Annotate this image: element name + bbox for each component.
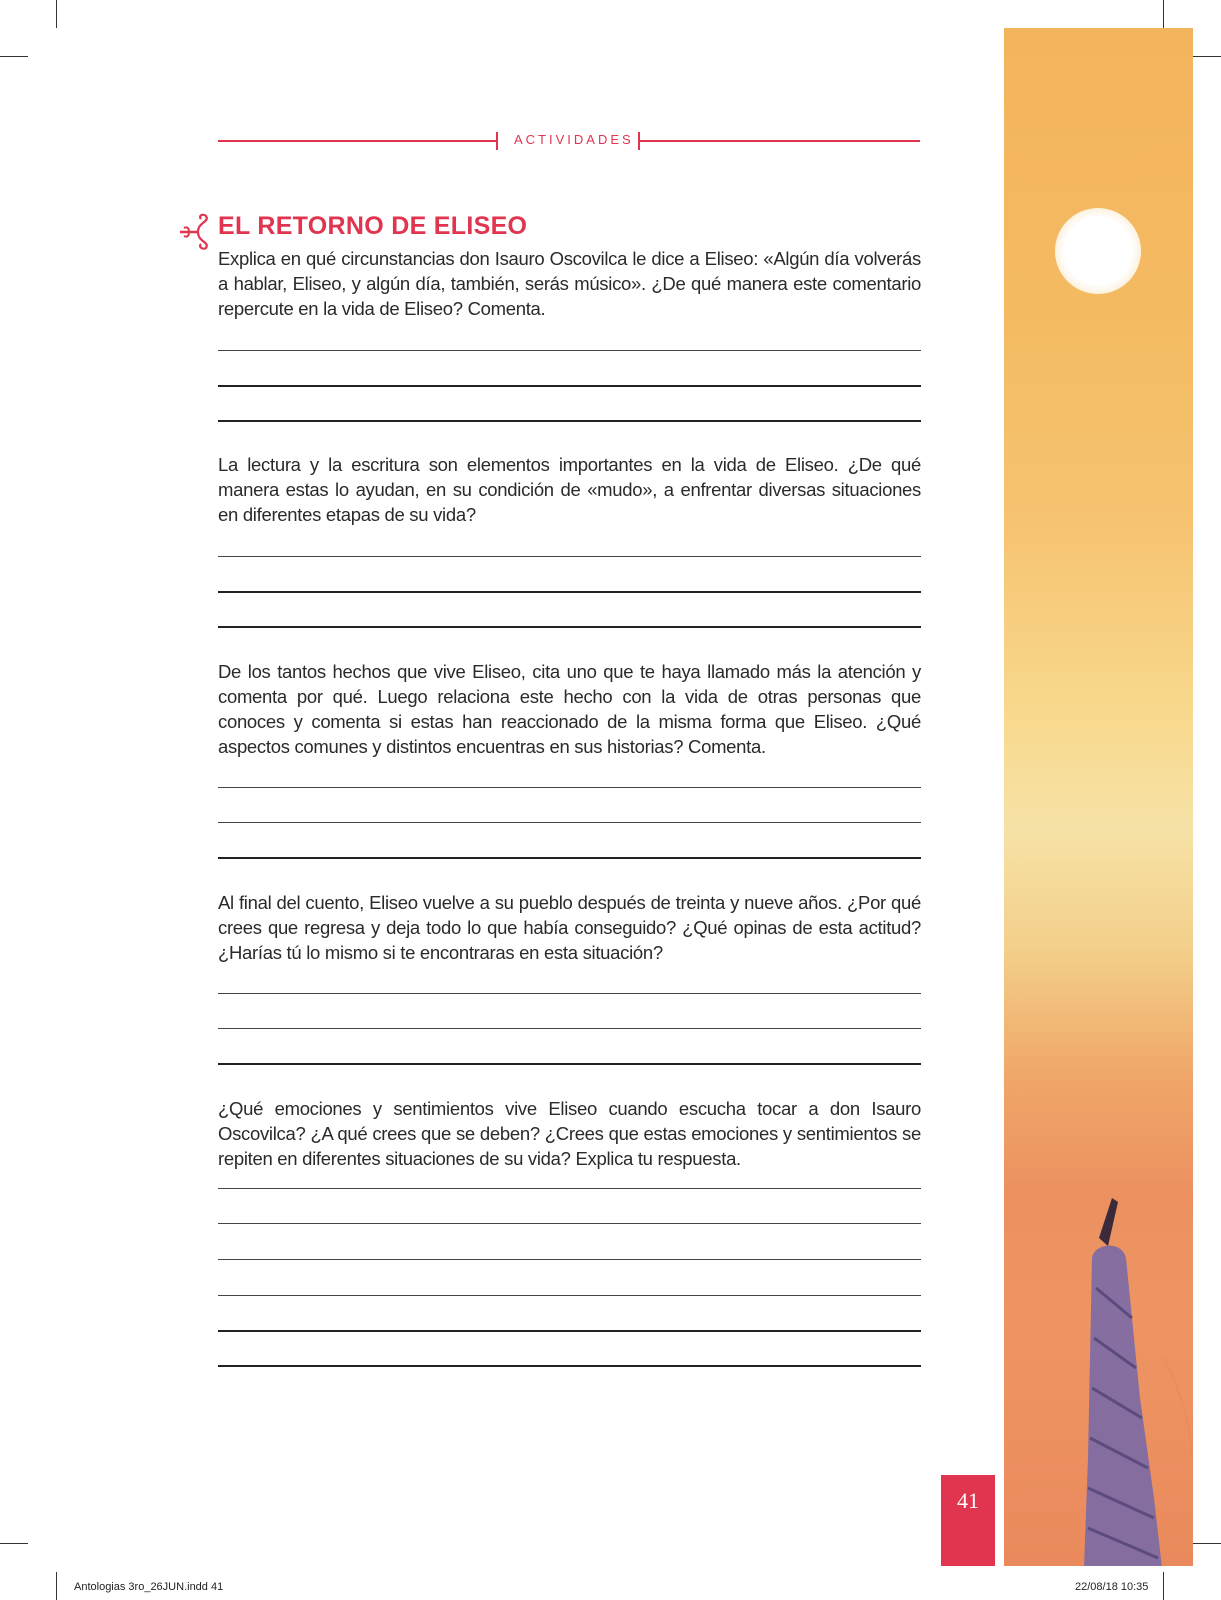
answer-line[interactable] bbox=[218, 1028, 921, 1029]
question-2: La lectura y la escritura son elementos importantes en la vida de Eliseo. ¿De qué manera estas lo ayudan, en su condición de «mudo», a enfrentar diversas situaciones en diferentes etapas de su vida? bbox=[218, 454, 921, 525]
crop-mark bbox=[56, 1572, 57, 1600]
question-1: Explica en qué circunstancias don Isauro Oscovilca le dice a Eliseo: «Algún día volverás a hablar, Eliseo, y algún día, también, serás músico». ¿De qué manera este comentario repercute en la vida de Eliseo? Comenta. bbox=[218, 248, 921, 319]
footer-file-info: Antologias 3ro_26JUN.indd 41 bbox=[74, 1581, 224, 1593]
header-rule-left bbox=[218, 140, 496, 142]
answer-line[interactable] bbox=[218, 591, 921, 593]
answer-line[interactable] bbox=[218, 556, 921, 557]
sun-illustration bbox=[1055, 208, 1141, 294]
answer-line[interactable] bbox=[218, 1365, 921, 1367]
crop-mark bbox=[56, 0, 57, 28]
question-3: De los tantos hechos que vive Eliseo, cita uno que te haya llamado más la atención y comenta por qué. Luego relaciona este hecho con la vida de otras personas que conoces y comenta si estas han reaccionado de la misma forma que Eliseo. ¿Qué aspectos comunes y distintos encuentras en sus historias? Comenta. bbox=[218, 661, 921, 757]
answer-line[interactable] bbox=[218, 857, 921, 859]
answer-line[interactable] bbox=[218, 420, 921, 422]
answer-line[interactable] bbox=[218, 787, 921, 788]
answer-line[interactable] bbox=[218, 350, 921, 351]
question-4: Al final del cuento, Eliseo vuelve a su pueblo después de treinta y nueve años. ¿Por qué crees que regresa y deja todo lo que había conseguido? ¿Qué opinas de esta actitud? ¿Harías tú lo mismo si te encontraras en esta situación? bbox=[218, 892, 921, 963]
crop-mark bbox=[1163, 1572, 1164, 1600]
page-number: 41 bbox=[957, 1488, 979, 1513]
crop-mark bbox=[1193, 56, 1221, 57]
answer-line[interactable] bbox=[218, 1188, 921, 1189]
answer-line[interactable] bbox=[218, 822, 921, 823]
answer-line[interactable] bbox=[218, 1259, 921, 1260]
answer-line[interactable] bbox=[218, 1223, 921, 1224]
header-rule-right bbox=[640, 140, 920, 142]
figure-illustration bbox=[1044, 1198, 1193, 1566]
section-header bbox=[218, 128, 920, 152]
question-5: ¿Qué emociones y sentimientos vive Eliseo cuando escucha tocar a don Isauro Oscovilca? ¿A qué crees que se deben? ¿Crees que estas emociones y sentimientos se repiten en diferentes situaciones de su vida? Explica tu respuesta. bbox=[218, 1098, 921, 1169]
ornament-scroll-icon bbox=[176, 212, 214, 250]
page-title: EL RETORNO DE ELISEO bbox=[218, 212, 528, 240]
footer-datetime: 22/08/18 10:35 bbox=[1075, 1581, 1149, 1593]
answer-line[interactable] bbox=[218, 993, 921, 994]
side-illustration bbox=[1004, 28, 1193, 1566]
answer-line[interactable] bbox=[218, 626, 921, 628]
answer-line[interactable] bbox=[218, 385, 921, 387]
answer-line[interactable] bbox=[218, 1295, 921, 1296]
crop-mark bbox=[0, 1543, 28, 1544]
crop-mark bbox=[1163, 0, 1164, 28]
answer-line[interactable] bbox=[218, 1330, 921, 1332]
header-tick-left bbox=[496, 132, 498, 150]
crop-mark bbox=[1193, 1543, 1221, 1544]
section-label: ACTIVIDADES bbox=[514, 132, 634, 147]
crop-mark bbox=[0, 56, 28, 57]
answer-line[interactable] bbox=[218, 1063, 921, 1065]
